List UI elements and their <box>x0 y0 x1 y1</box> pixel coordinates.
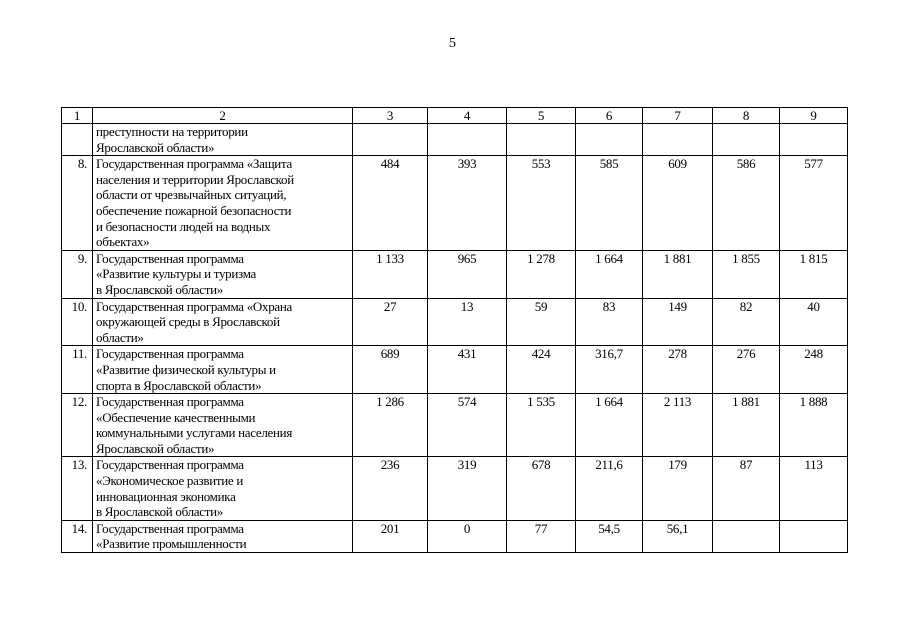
program-name <box>93 250 353 298</box>
row-number: 13. <box>62 457 93 520</box>
table-row <box>62 457 848 520</box>
program-name-line: Государственная программа <box>96 250 244 266</box>
column-header: 5 <box>507 108 576 124</box>
value-cell: 319 <box>428 457 507 520</box>
value-cell: 1 278 <box>507 250 576 298</box>
program-name-line: Ярославской области» <box>96 440 215 456</box>
value-cell: 577 <box>780 156 848 251</box>
row-number: 12. <box>62 394 93 457</box>
program-name-line: и безопасности людей на водных <box>96 218 271 234</box>
program-name-line: Государственная программа <box>96 394 244 410</box>
program-name <box>93 520 353 552</box>
program-name-line: обеспечение пожарной безопасности <box>96 202 292 218</box>
column-header: 6 <box>576 108 643 124</box>
program-name-line: «Развитие промышленности <box>96 536 247 552</box>
program-name-line: преступности на территории <box>96 124 248 139</box>
column-header: 9 <box>780 108 848 124</box>
row-number: 10. <box>62 298 93 346</box>
program-name-line: инновационная экономика <box>96 488 236 504</box>
value-cell: 586 <box>713 156 780 251</box>
program-name <box>93 156 353 251</box>
value-cell: 1 855 <box>713 250 780 298</box>
program-name-line: Ярославской области» <box>96 139 215 155</box>
value-cell: 276 <box>713 346 780 394</box>
row-number: 14. <box>62 520 93 552</box>
value-cell: 553 <box>507 156 576 251</box>
value-cell: 248 <box>780 346 848 394</box>
program-name <box>93 346 353 394</box>
value-cell <box>643 124 713 156</box>
value-cell: 83 <box>576 298 643 346</box>
program-name <box>93 394 353 457</box>
programs-table <box>61 107 848 553</box>
column-header: 8 <box>713 108 780 124</box>
table-row <box>62 124 848 156</box>
column-header: 4 <box>428 108 507 124</box>
value-cell: 59 <box>507 298 576 346</box>
value-cell: 1 664 <box>576 394 643 457</box>
value-cell: 678 <box>507 457 576 520</box>
program-name-line: окружающей среды в Ярославской <box>96 314 280 330</box>
value-cell: 965 <box>428 250 507 298</box>
table-row <box>62 394 848 457</box>
value-cell <box>507 124 576 156</box>
value-cell: 278 <box>643 346 713 394</box>
program-name-line: объектах» <box>96 234 150 250</box>
value-cell: 1 664 <box>576 250 643 298</box>
program-name-line: «Развитие физической культуры и <box>96 361 276 377</box>
program-name-line: области» <box>96 329 144 345</box>
value-cell: 236 <box>353 457 428 520</box>
value-cell: 82 <box>713 298 780 346</box>
value-cell: 2 113 <box>643 394 713 457</box>
program-name <box>93 457 353 520</box>
value-cell: 77 <box>507 520 576 552</box>
value-cell: 54,5 <box>576 520 643 552</box>
value-cell: 211,6 <box>576 457 643 520</box>
value-cell: 1 815 <box>780 250 848 298</box>
header-row <box>62 108 848 124</box>
column-header: 2 <box>93 108 353 124</box>
table-row <box>62 346 848 394</box>
program-name-line: Государственная программа «Защита <box>96 156 292 172</box>
table-row <box>62 520 848 552</box>
value-cell: 1 286 <box>353 394 428 457</box>
row-number <box>62 124 93 156</box>
program-name-line: населения и территории Ярославской <box>96 171 294 187</box>
row-number: 9. <box>62 250 93 298</box>
value-cell: 27 <box>353 298 428 346</box>
table-row <box>62 156 848 251</box>
value-cell: 0 <box>428 520 507 552</box>
value-cell: 609 <box>643 156 713 251</box>
program-name <box>93 124 353 156</box>
program-name-line: «Обеспечение качественными <box>96 409 256 425</box>
value-cell <box>713 124 780 156</box>
column-header: 7 <box>643 108 713 124</box>
program-name-line: Государственная программа «Охрана <box>96 298 292 314</box>
column-header: 3 <box>353 108 428 124</box>
value-cell: 201 <box>353 520 428 552</box>
value-cell: 113 <box>780 457 848 520</box>
value-cell: 1 535 <box>507 394 576 457</box>
program-name-line: Государственная программа <box>96 457 244 473</box>
program-name-line: Государственная программа <box>96 520 244 536</box>
value-cell: 1 881 <box>643 250 713 298</box>
value-cell: 393 <box>428 156 507 251</box>
program-name-line: «Экономическое развитие и <box>96 473 243 489</box>
program-name-line: спорта в Ярославской области» <box>96 377 262 393</box>
value-cell: 40 <box>780 298 848 346</box>
value-cell: 1 888 <box>780 394 848 457</box>
value-cell: 574 <box>428 394 507 457</box>
program-name-line: в Ярославской области» <box>96 281 223 297</box>
value-cell <box>713 520 780 552</box>
program-name-line: Государственная программа <box>96 346 244 362</box>
row-number: 11. <box>62 346 93 394</box>
column-header: 1 <box>62 108 93 124</box>
value-cell: 689 <box>353 346 428 394</box>
program-name-line: «Развитие культуры и туризма <box>96 266 256 282</box>
table-row <box>62 298 848 346</box>
row-number: 8. <box>62 156 93 251</box>
value-cell <box>780 124 848 156</box>
value-cell: 585 <box>576 156 643 251</box>
value-cell <box>576 124 643 156</box>
program-name-line: в Ярославской области» <box>96 504 223 520</box>
value-cell <box>780 520 848 552</box>
value-cell: 316,7 <box>576 346 643 394</box>
table-row <box>62 250 848 298</box>
program-name-line: области от чрезвычайных ситуаций, <box>96 187 287 203</box>
program-name-line: коммунальными услугами населения <box>96 425 293 441</box>
value-cell: 1 881 <box>713 394 780 457</box>
value-cell: 56,1 <box>643 520 713 552</box>
value-cell: 87 <box>713 457 780 520</box>
value-cell: 431 <box>428 346 507 394</box>
page-number: 5 <box>449 36 456 51</box>
value-cell: 1 133 <box>353 250 428 298</box>
value-cell: 179 <box>643 457 713 520</box>
value-cell: 13 <box>428 298 507 346</box>
program-name <box>93 298 353 346</box>
value-cell: 484 <box>353 156 428 251</box>
value-cell: 424 <box>507 346 576 394</box>
value-cell <box>428 124 507 156</box>
value-cell: 149 <box>643 298 713 346</box>
value-cell <box>353 124 428 156</box>
